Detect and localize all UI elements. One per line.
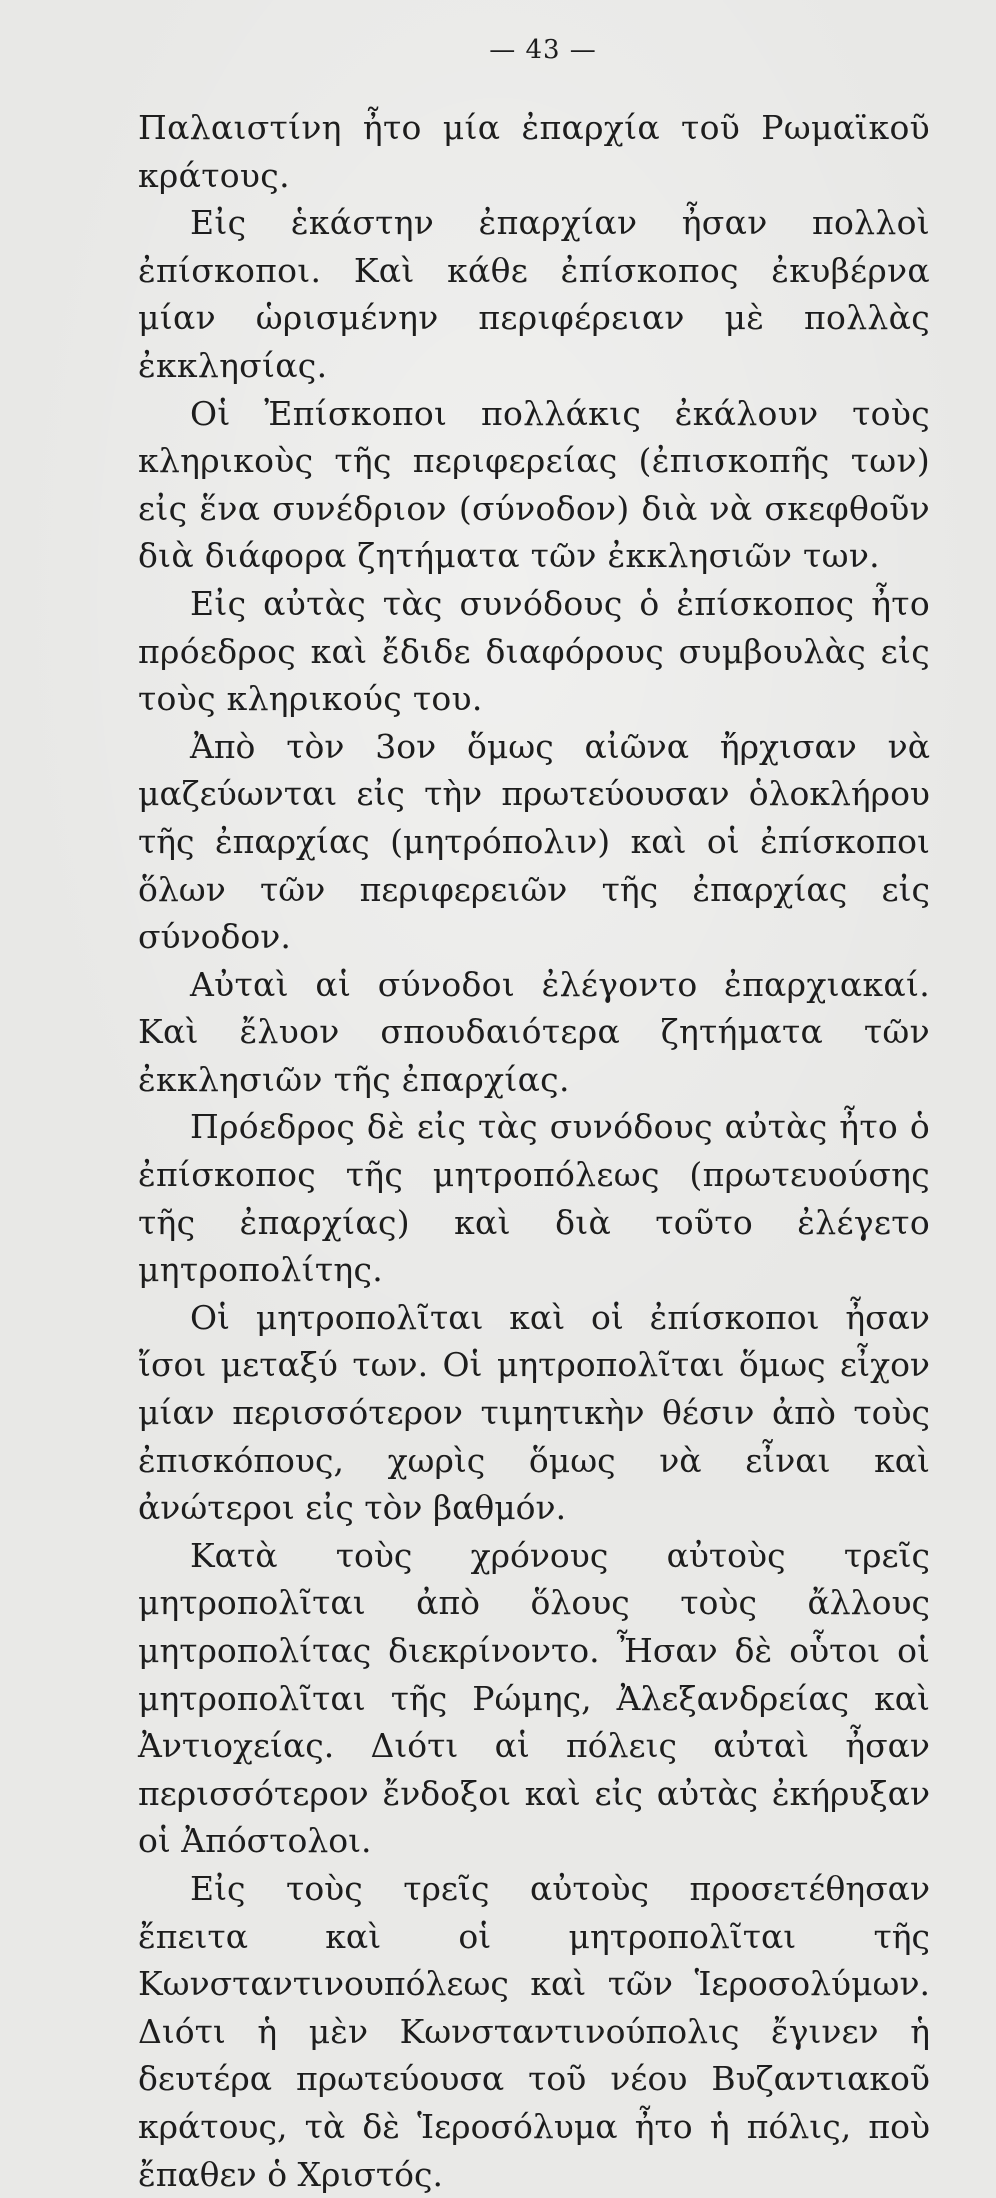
body-text [138,104,930,2198]
paragraph-10: Εἰς τοὺς τρεῖς αὐτοὺς προσετέθησαν ἔπειτα καὶ οἱ μητροπολῖται τῆς Κωνσταντινουπόλεως καὶ τῶν Ἱεροσολύμων. Διότι ἡ μὲν Κωνσταντινούπολις ἔγινεν ἡ δευτέρα πρωτεύουσα τοῦ νέου Βυζαντιακοῦ κράτους, τὰ δὲ Ἱεροσόλυμα ἦτο ἡ πόλις, ποὺ ἔπαθεν ὁ Χριστός. [138,1868,930,2194]
paragraph-5: Ἀπὸ τὸν 3ον ὅμως αἰῶνα ἤρχισαν νὰ μαζεύωνται εἰς τὴν πρωτεύουσαν ὁλοκλήρου τῆς ἐπαρχίας (μητρόπολιν) καὶ οἱ ἐπίσκοποι ὅλων τῶν περιφερειῶν τῆς ἐπαρχίας εἰς σύνοδον. [138,726,930,957]
page-number: — 43 — [489,35,597,65]
paragraph-4: Εἰς αὐτὰς τὰς συνόδους ὁ ἐπίσκοπος ἦτο πρόεδρος καὶ ἔδιδε διαφόρους συμβουλὰς εἰς τοὺς κληρικούς του. [138,583,930,719]
paragraph-8: Οἱ μητροπολῖται καὶ οἱ ἐπίσκοποι ἦσαν ἴσοι μεταξύ των. Οἱ μητροπολῖται ὅμως εἶχον μίαν περισσότερον τιμητικὴν θέσιν ἀπὸ τοὺς ἐπισκόπους, χωρὶς ὅμως νὰ εἶναι καὶ ἀνώτεροι εἰς τὸν βαθμόν. [138,1297,930,1528]
paragraph-7: Πρόεδρος δὲ εἰς τὰς συνόδους αὐτὰς ἦτο ὁ ἐπίσκοπος τῆς μητροπόλεως (πρωτευούσης τῆς ἐπαρχίας) καὶ διὰ τοῦτο ἐλέγετο μητροπολίτης. [138,1107,930,1290]
paragraph-9: Κατὰ τοὺς χρόνους αὐτοὺς τρεῖς μητροπολῖται ἀπὸ ὅλους τοὺς ἄλλους μητροπολίτας διεκρίνοντο. Ἦσαν δὲ οὗτοι οἱ μητροπολῖται τῆς Ρώμης, Ἀλεξανδρείας καὶ Ἀντιοχείας. Διότι αἱ πόλεις αὐταὶ ἦσαν περισσότερον ἔνδοξοι καὶ εἰς αὐτὰς ἐκήρυξαν οἱ Ἀπόστολοι. [138,1535,930,1861]
paragraph-6: Αὐταὶ αἱ σύνοδοι ἐλέγοντο ἐπαρχιακαί. Καὶ ἔλυον σπουδαιότερα ζητήματα τῶν ἐκκλησιῶν τῆς ἐπαρχίας. [138,964,930,1099]
paragraph-1: Παλαιστίνη ἦτο μία ἐπαρχία τοῦ Ρωμαϊκοῦ κράτους. [138,108,930,195]
paragraph-3: Οἱ Ἐπίσκοποι πολλάκις ἐκάλουν τοὺς κληρικοὺς τῆς περιφερείας (ἐπισκοπῆς των) εἰς ἕνα συνέδριον (σύνοδον) διὰ νὰ σκεφθοῦν διὰ διάφορα ζητήματα τῶν ἐκκλησιῶν των. [138,393,930,576]
paragraph-2: Εἰς ἑκάστην ἐπαρχίαν ἦσαν πολλοὶ ἐπίσκοποι. Καὶ κάθε ἐπίσκοπος ἐκυβέρνα μίαν ὡρισμένην περιφέρειαν μὲ πολλὰς ἐκκλησίας. [138,203,930,385]
